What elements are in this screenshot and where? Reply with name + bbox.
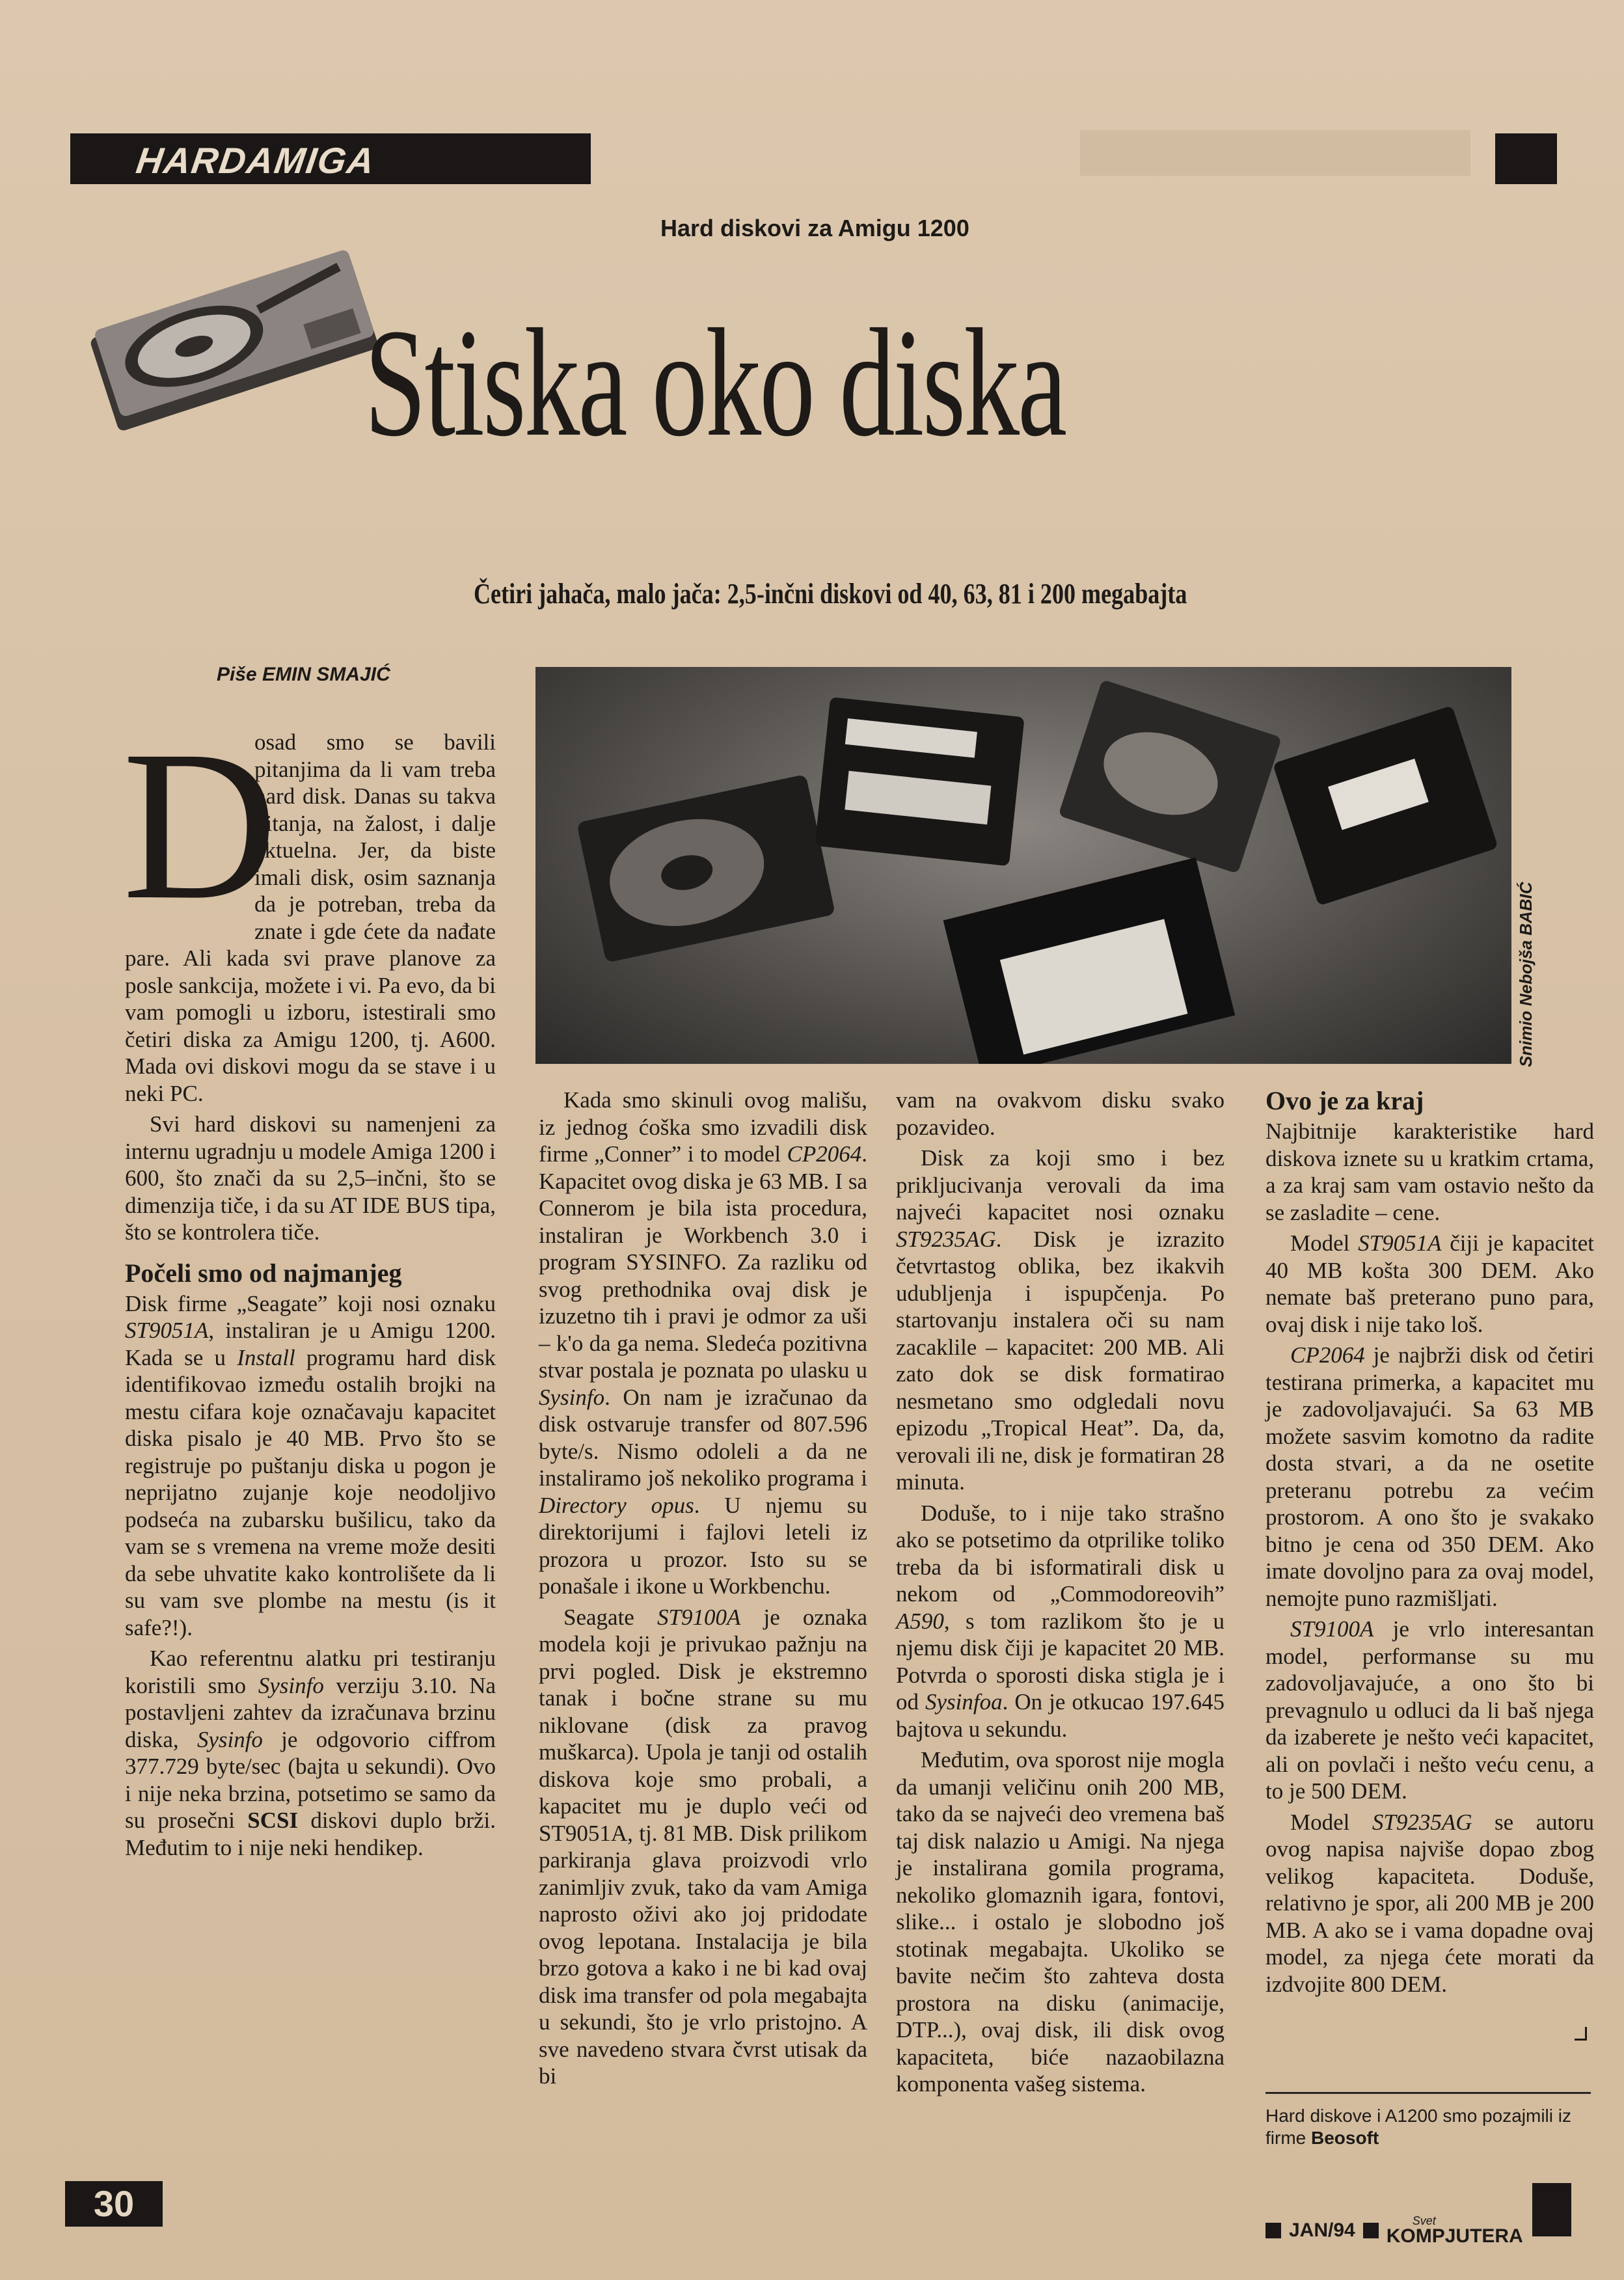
sidebar-rule: [1265, 2092, 1591, 2094]
hard-disk-illustration: [70, 241, 409, 436]
paragraph: Seagate ST9100A je oznaka modela koji je privukao pažnju na prvi pogled. Disk je ekstremno tanak i bočne strane su mu niklovane (disk za pravog muškarca). Upola je tanji od ostalih diskova koje smo probali, a kapacitet mu je duplo veći od ST9051A, tj. 81 MB. Disk prilikom parkiranja glava proizvodi vrlo zanimljiv zvuk, tako da vam Amiga naprosto oživi ako joj pridodate ovog lepotana. Instalacija je bila brzo gotova a kako i ne bi kad ovaj disk ima transfer od pola megabajta u sekundi, što je vrlo pristojno. A sve navedeno stvara čvrst utisak da bi: [539, 1604, 867, 2089]
deck: Četiri jahača, malo jača: 2,5-inčni diskovi od 40, 63, 81 i 200 megabajta: [474, 578, 1187, 610]
byline: Piše EMIN SMAJIĆ: [217, 664, 390, 685]
paragraph: Model ST9235AG se autoru ovog napisa najviše dopao zbog velikog kapaciteta. Doduše, relativno je spor, ali 200 MB je 200 MB. A ako se i vama dopadne ovaj model, za njega ćete morati da izdvojite 800 DEM.: [1265, 1809, 1594, 1997]
floppy-shape: [943, 858, 1236, 1064]
subheading: Ovo je za kraj: [1265, 1086, 1424, 1115]
paragraph: Disk firme „Seagate” koji nosi oznaku ST9051A, instaliran je u Amigu 1200. Kada se u Install programu hard disk identifikovao između ostalih brojki na mestu cifara koje označavaju kapacitet diska pisalo je 40 MB. Prvo što se registruje po puštanju diska u pogon je neprijatno zujanje koje neodoljivo podseća na zubarsku bušilicu, tako da vam se s vremena na vreme može desiti da sebe uhvatite kako kontrolišete da li su vam sve plombe na mestu (is it safe?!).: [125, 1290, 496, 1640]
magazine-title: Svet KOMPJUTERA: [1386, 2214, 1523, 2247]
corner-block: [1495, 133, 1557, 184]
page-number: 30: [65, 2181, 163, 2227]
paragraph: Svi hard diskovi su namenjeni za internu ugradnju u modele Amiga 1200 i 600, što znači da su 2,5–inčni, što se dimenzija tiče, i da su AT IDE BUS tipa, što se kontrolera tiče.: [125, 1111, 496, 1245]
paragraph: Model ST9051A čiji je kapacitet 40 MB košta 300 DEM. Ako nemate baš preterano puno para, ovaj disk i nije tako loš.: [1265, 1230, 1594, 1337]
bleed-through-bar: [1080, 130, 1470, 176]
section-label: HARDAMIGA: [133, 140, 378, 181]
paragraph: Najbitnije karakteristike hard diskova iznete su u kratkim crtama, a za kraj sam vam ostavio nešto da se zasladite – cene.: [1265, 1119, 1594, 1225]
drop-cap: D: [122, 707, 278, 944]
disk-thin-shape: [1058, 679, 1282, 874]
end-of-article-mark: [1575, 2027, 1587, 2041]
paragraph: Disk za koji smo i bez prikljucivanja verovali da ima najveći kapacitet nosi oznaku ST9235AG. Disk je izrazito četvrtastog oblika, bez ikakvih udubljenja i ispupčenja. Po startovanju instalera oči su nam zacaklile – kapacitet: 200 MB. Ali zato dok se disk formatirao nesmetano smo odgledali novu epizodu „Tropical Heat”. Da, da, verovali ili ne, disk je formatiran 28 minuta.: [896, 1145, 1225, 1495]
kicker: Hard diskovi za Amigu 1200: [660, 215, 969, 241]
paragraph: ST9100A je vrlo interesantan model, performanse su mu zadovoljavajuće, a ono što bi prevagnulo u odluci da li baš njega da izaberete je nešto veći kapacitet, ali on povlači i nešto veću cenu, a to je 500 DEM.: [1265, 1616, 1594, 1804]
footer: [1265, 2215, 1523, 2246]
paragraph: Doduše, to i nije tako strašno ako se potsetimo da otprilike toliko treba da bi isformatirali disk u nekom od „Commodoreovih” A590, s tom razlikom što je u njemu disk čiji je kapacitet 20 MB. Potvrda o sporosti diska stigla je i od Sysinfoa. On je otkucao 197.645 bajtova u sekundu.: [896, 1500, 1225, 1742]
footer-corner-block: [1532, 2183, 1571, 2236]
subheading: Počeli smo od najmanjeg: [125, 1258, 402, 1288]
issue-date: JAN/94: [1289, 2219, 1355, 2241]
paragraph: Međutim, ova sporost nije mogla da umanji veličinu onih 200 MB, tako da se najveći deo vremena baš taj disk nalazio u Amigi. Na njega je instalirana gomila programa, nekoliko glomaznih igara, fontovi, slike... i ostalo je slobodno još stotinak megabajta. Ukoliko se bavite nečim što zahteva dosta prostora na disku (animacije, DTP...), ovaj disk, ili disk ovog kapaciteta, biće nazaobilazna komponenta vašeg sistema.: [896, 1747, 1225, 2097]
square-bullet-icon: [1265, 2223, 1281, 2238]
paragraph: Kada smo skinuli ovog mališu, iz jednog ćoška smo izvadili disk firme „Conner” i to model CP2064. Kapacitet ovog diska je 63 MB. I sa Connerom je bila ista procedura, instaliran je Workbench 3.0 i program SYSINFO. Za razliku od svog prethodnika ovaj disk je izuzetno tih i pravi je odmor za uši – k'o da ga nema. Sledeća pozitivna stvar postala je poznata po ulasku u Sysinfo. On nam je izračunao da disk ostvaruje transfer od 807.596 byte/s. Nismo odoleli a da ne instaliramo još nekoliko programa i Directory opus. U njemu su direktorijumi i fajlovi leteli iz prozora u prozor. Isto su se ponašale i ikone u Workbenchu.: [539, 1087, 867, 1599]
article-column-4: [1265, 1087, 1594, 2002]
photo-credit: Snimio Nebojša BABIĆ: [1516, 882, 1536, 1067]
article-column-1: [122, 707, 496, 1865]
paragraph: vam na ovakvom disku svako pozavideo.: [896, 1087, 1225, 1140]
hard-disks-photo: [535, 667, 1511, 1064]
paragraph: Kao referentnu alatku pri testiranju koristili smo Sysinfo verziju 3.10. Na postavljeni zahtev da izračunava brzinu diska, Sysinfo je odgovorio ciffrom 377.729 byte/sec (bajta u sekundi). Ovo i nije neka brzina, potsetimo se samo da su prosečni SCSI diskovi duplo brži. Međutim to i nije neki hendikep.: [125, 1646, 496, 1860]
article-column-2: [539, 1087, 867, 2094]
headline: Stiska oko diska: [364, 297, 1066, 468]
disk-square-shape: [1273, 705, 1498, 906]
article-column-3: [896, 1087, 1225, 2102]
sidebar-note: Hard diskove i A1200 smo pozajmili iz firme Beosoft: [1265, 2106, 1571, 2148]
hdd-icon: [87, 249, 379, 432]
disk-stacked-shape: [815, 697, 1024, 866]
square-bullet-icon: [1363, 2223, 1379, 2238]
disk-open-shape: [576, 774, 835, 963]
paragraph: osad smo se bavili pitanjima da li vam treba hard disk. Danas su takva pitanja, na žalost, i dalje aktuelna. Jer, da biste imali disk, osim saznanja da je potreban, treba da znate i gde ćete da nađate pare. Ali kada svi prave planove za posle sankcija, možete i vi. Pa evo, da bi vam pomogli u izboru, istestirali smo četiri diska za Amigu 1200, tj. A600. Mada ovi diskovi mogu da se stave i u neki PC.: [125, 729, 496, 1106]
paragraph: CP2064 je najbrži disk od četiri testirana primerka, a kapacitet mu je zadovoljavajući. Sa 63 MB možete sasvim komotno da radite dosta stvari, a da ne osetite preteranu potrebu za većim prostorom. A ono što je svakako bitno je cena od 350 DEM. Ako imate dovoljno para za ovaj model, nemojte puno razmišljati.: [1265, 1342, 1594, 1611]
